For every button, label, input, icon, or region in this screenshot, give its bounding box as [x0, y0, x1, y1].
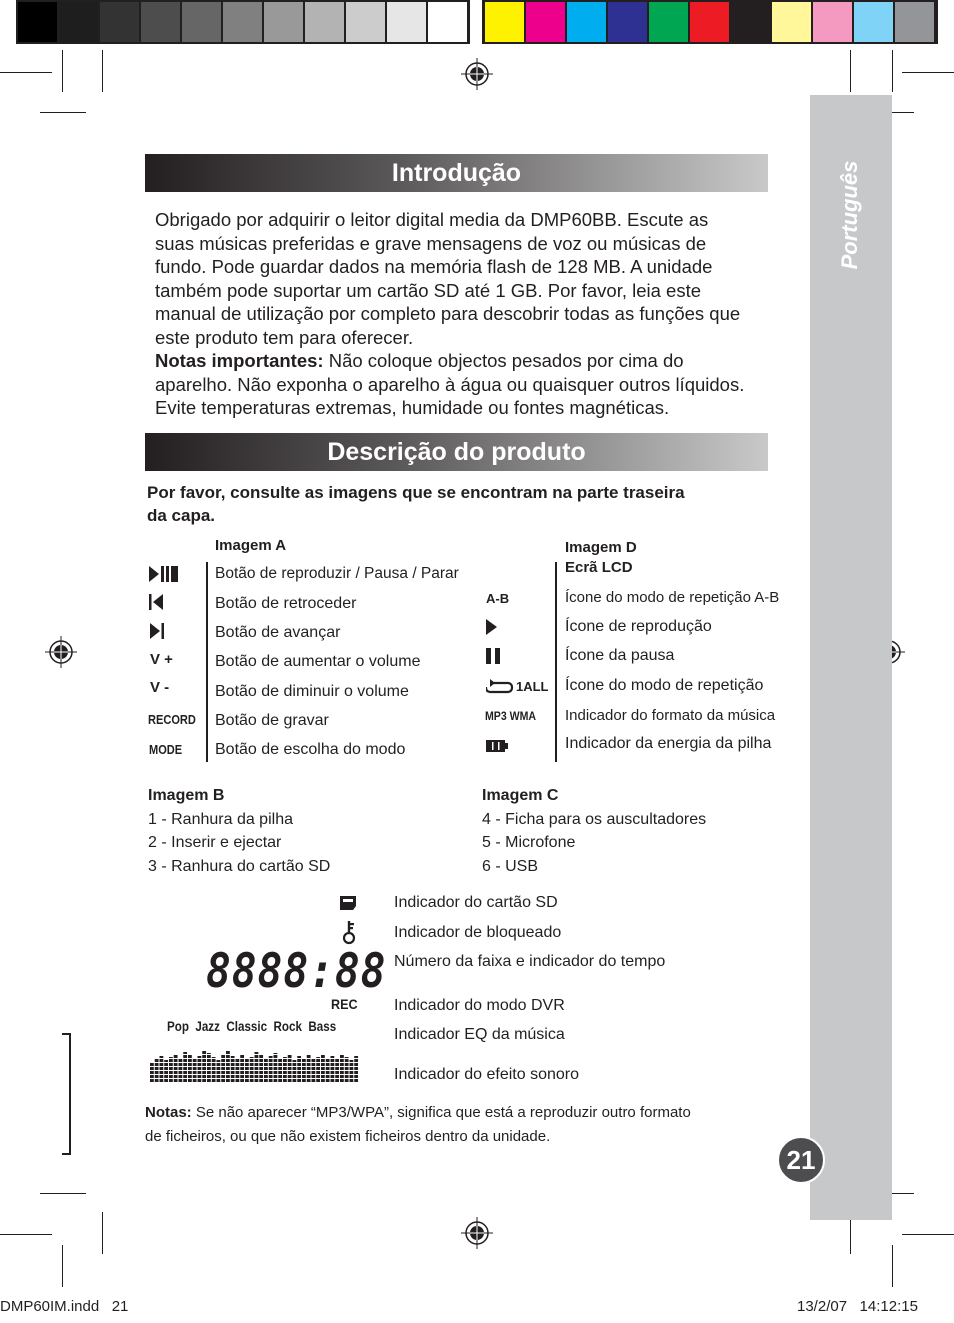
- process-swatch: [690, 2, 729, 42]
- description-lead: [147, 481, 807, 527]
- lead-line: da capa.: [147, 506, 216, 525]
- footnote-line: de ficheiros, ou que não existem ficheiros dentro da unidade.: [145, 1128, 551, 1145]
- lcd-label-eq: Indicador EQ da música: [394, 1026, 565, 1043]
- crop-mark: [62, 50, 63, 92]
- record-icon: RECORD: [148, 712, 196, 727]
- eq-classic: Classic: [226, 1019, 268, 1034]
- play-icon: [486, 618, 498, 636]
- spectrum-gap: [150, 1054, 360, 1055]
- lcd-label-lock: Indicador de bloqueado: [394, 924, 562, 941]
- image-b-item: 1 - Ranhura da pilha: [148, 811, 293, 828]
- lcd-label-time: Número da faixa e indicador do tempo: [394, 953, 666, 970]
- gray-swatch: [182, 2, 221, 42]
- footer-file-info: DMP60IM.indd 21: [0, 1298, 129, 1315]
- image-d-label: Ícone do modo de repetição A-B: [565, 589, 780, 606]
- spectrum-bar: [188, 1055, 192, 1082]
- image-b-item: 3 - Ranhura do cartão SD: [148, 858, 331, 875]
- gray-swatch: [428, 2, 467, 42]
- previous-icon: [149, 593, 167, 611]
- notes-text: Não coloque objectos pesados por cima do: [323, 350, 684, 371]
- image-a-label: Botão de retroceder: [215, 595, 357, 612]
- intro-line: manual de utilização por completo para descobrir todas as funções que: [155, 303, 741, 324]
- lcd-rec: REC: [331, 996, 358, 1012]
- sd-card-icon: [339, 895, 357, 911]
- image-d-subtitle: Ecrã LCD: [565, 559, 633, 576]
- eq-bass: Bass: [308, 1019, 337, 1034]
- lead-line: Por favor, consulte as imagens que se encontram na parte traseira: [147, 483, 685, 502]
- image-a-label: Botão de avançar: [215, 624, 341, 641]
- sidebar-language-label: Português: [837, 160, 862, 270]
- lcd-label-effect: Indicador do efeito sonoro: [394, 1066, 580, 1083]
- lcd-eq-row: [167, 1019, 336, 1034]
- spectrum-gap: [150, 1050, 360, 1051]
- footnote-line: [145, 1101, 785, 1125]
- footnote: [145, 1101, 785, 1149]
- spectrum-bar: [340, 1055, 344, 1082]
- gray-swatch: [223, 2, 262, 42]
- eq-jazz: Jazz: [195, 1019, 220, 1034]
- important-notes: [155, 349, 785, 373]
- gray-swatch: [346, 2, 385, 42]
- image-d-label: Indicador do formato da música: [565, 707, 776, 724]
- gray-swatch: [59, 2, 98, 42]
- image-d-title: Imagem D: [565, 539, 637, 556]
- registration-mark-icon: [45, 636, 77, 668]
- gray-swatch: [264, 2, 303, 42]
- image-d-label: Ícone do modo de repetição: [565, 677, 764, 694]
- section-header-intro: Introdução: [145, 154, 768, 192]
- spectrum-analyzer-icon: [150, 1046, 360, 1082]
- gray-swatch: [18, 2, 57, 42]
- repeat-mode-symbol: 1ALL: [516, 679, 549, 694]
- process-swatch: [485, 2, 524, 42]
- process-swatch: [772, 2, 811, 42]
- eq-pop: Pop: [167, 1019, 189, 1034]
- spectrum-bar: [307, 1055, 311, 1082]
- image-c-item: 5 - Microfone: [482, 834, 576, 851]
- image-d-divider: [555, 562, 557, 762]
- notes-line: Evite temperaturas extremas, humidade ou fontes magnéticas.: [155, 397, 670, 418]
- spectrum-bar: [207, 1053, 211, 1082]
- crop-mark: [40, 1193, 86, 1194]
- crop-mark: [40, 112, 86, 113]
- spectrum-gap: [150, 1066, 360, 1067]
- gray-swatch: [141, 2, 180, 42]
- process-swatch: [854, 2, 893, 42]
- image-c-title: Imagem C: [482, 787, 559, 804]
- spectrum-bar: [221, 1055, 225, 1082]
- crop-mark: [850, 50, 851, 92]
- spectrum-gap: [150, 1062, 360, 1063]
- crop-mark: [902, 1234, 954, 1235]
- image-a-label: Botão de escolha do modo: [215, 741, 406, 758]
- image-b-title: Imagem B: [148, 787, 225, 804]
- lcd-digits: 8888:88: [206, 944, 387, 999]
- spectrum-gap: [150, 1078, 360, 1079]
- process-swatch: [813, 2, 852, 42]
- spectrum-gap: [150, 1070, 360, 1071]
- registration-mark-icon: [461, 58, 493, 90]
- crop-mark: [892, 50, 893, 92]
- process-swatch: [608, 2, 647, 42]
- lcd-label-sd: Indicador do cartão SD: [394, 894, 558, 911]
- section-header-description: Descrição do produto: [145, 433, 768, 471]
- crop-mark: [102, 50, 103, 92]
- next-icon: [149, 622, 167, 640]
- intro-line: Obrigado por adquirir o leitor digital media da DMP60BB. Escute as: [155, 209, 709, 230]
- notes-line: aparelho. Não exponha o aparelho à água ou quaisquer outros líquidos.: [155, 373, 745, 395]
- page-number-badge: 21: [777, 1136, 825, 1184]
- battery-icon: [486, 739, 508, 753]
- eq-rock: Rock: [273, 1019, 302, 1034]
- image-d-label: Ícone de reprodução: [565, 618, 712, 635]
- image-d-label: Ícone da pausa: [565, 647, 675, 664]
- spectrum-bar: [259, 1055, 263, 1082]
- crop-mark: [102, 1212, 103, 1254]
- gray-swatch: [305, 2, 344, 42]
- ab-repeat-icon: A-B: [486, 591, 510, 606]
- image-b-item: 2 - Inserir e ejectar: [148, 834, 282, 851]
- spectrum-bar: [274, 1053, 278, 1082]
- image-a-title: Imagem A: [215, 537, 287, 554]
- crop-mark: [892, 1245, 893, 1287]
- gray-swatch: [100, 2, 139, 42]
- intro-line: também pode suportar um cartão SD até 1 GB. Por favor, leia este: [155, 279, 702, 301]
- registration-mark-icon: [461, 1217, 493, 1249]
- process-swatch: [895, 2, 934, 42]
- process-swatch: [731, 2, 770, 42]
- play-pause-stop-icon: [149, 564, 179, 584]
- footnote-text: Se não aparecer “MP3/WPA”, significa que está a reproduzir outro formato: [191, 1104, 691, 1121]
- intro-body: [155, 208, 785, 420]
- crop-mark: [0, 72, 52, 73]
- intro-line: fundo. Pode guardar dados na memória flash de 128 MB. A unidade: [155, 256, 713, 277]
- intro-line: este produto tem para oferecer.: [155, 326, 414, 348]
- intro-line: suas músicas preferidas e grave mensagens de voz ou músicas de: [155, 232, 707, 254]
- crop-mark: [0, 1234, 52, 1235]
- image-c-item: 6 - USB: [482, 858, 539, 875]
- gray-swatch: [387, 2, 426, 42]
- crop-mark: [62, 1245, 63, 1287]
- notes-label: Notas importantes:: [155, 350, 324, 371]
- format-icon: MP3 WMA: [485, 709, 537, 723]
- spectrum-gap: [150, 1058, 360, 1059]
- footer-timestamp: 13/2/07 14:12:15: [797, 1298, 918, 1315]
- fold-bracket: [69, 1033, 71, 1155]
- lcd-label-dvr: Indicador do modo DVR: [394, 997, 565, 1014]
- fold-bracket: [62, 1153, 71, 1155]
- volume-down-icon: V -: [150, 679, 170, 696]
- crop-mark: [902, 72, 954, 73]
- volume-up-icon: V +: [150, 651, 173, 668]
- image-a-divider: [206, 562, 208, 762]
- process-swatch: [567, 2, 606, 42]
- process-swatch: [649, 2, 688, 42]
- spectrum-gap: [150, 1074, 360, 1075]
- process-swatch: [526, 2, 565, 42]
- image-a-label: Botão de aumentar o volume: [215, 653, 421, 670]
- image-a-label: Botão de gravar: [215, 712, 329, 729]
- mode-icon: MODE: [149, 742, 183, 757]
- image-d-label: Indicador da energia da pilha: [565, 735, 772, 752]
- fold-bracket: [62, 1033, 71, 1035]
- image-a-label: Botão de reproduzir / Pausa / Parar: [215, 565, 459, 582]
- lock-key-icon: [341, 919, 357, 945]
- repeat-icon: [486, 677, 516, 695]
- image-c-item: 4 - Ficha para os auscultadores: [482, 811, 707, 828]
- image-a-label: Botão de diminuir o volume: [215, 683, 409, 700]
- pause-icon: [486, 647, 502, 665]
- footnote-label: Notas:: [145, 1104, 192, 1121]
